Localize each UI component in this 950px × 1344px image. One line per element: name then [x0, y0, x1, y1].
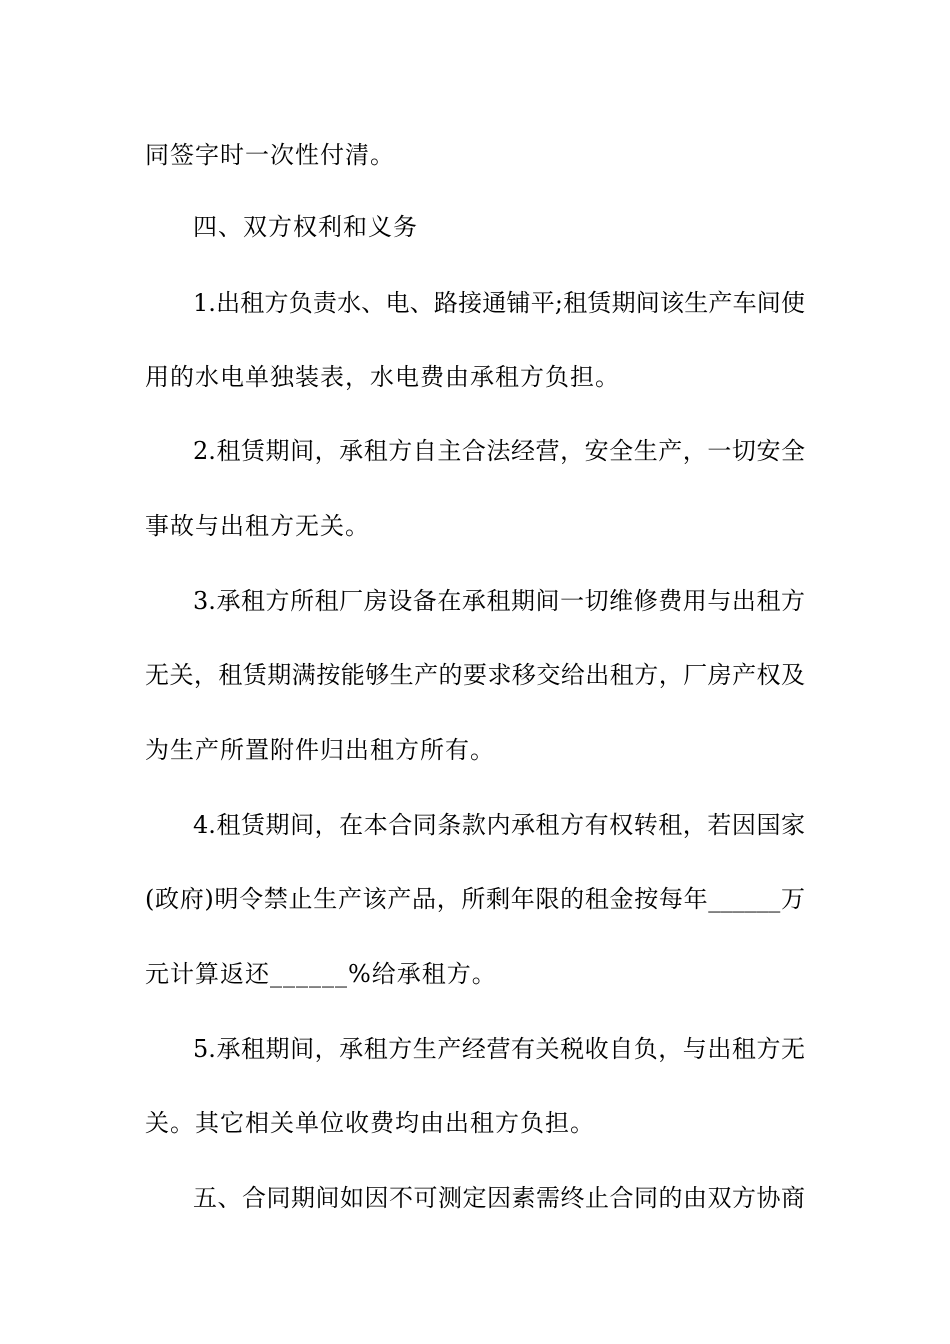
- paragraph-line: 同签字时一次性付清。: [145, 141, 395, 169]
- paragraph-line: 关。其它相关单位收费均由出租方负担。: [145, 1109, 595, 1137]
- section-heading: 五、合同期间如因不可测定因素需终止合同的由双方协商: [193, 1184, 805, 1212]
- paragraph-line: 4.租赁期间，在本合同条款内承租方有权转租，若因国家: [193, 811, 805, 839]
- paragraph-line: (政府)明令禁止生产该产品，所剩年限的租金按每年______万: [145, 885, 805, 913]
- paragraph-line: 元计算返还______%给承租方。: [145, 960, 497, 988]
- section-heading: 四、双方权利和义务: [193, 213, 418, 241]
- paragraph-line: 3.承租方所租厂房设备在承租期间一切维修费用与出租方: [193, 587, 805, 615]
- paragraph-line: 1.出租方负责水、电、路接通铺平;租赁期间该生产车间使: [193, 289, 805, 317]
- paragraph-line: 2.租赁期间，承租方自主合法经营，安全生产，一切安全: [193, 437, 805, 465]
- paragraph-line: 用的水电单独装表，水电费由承租方负担。: [145, 363, 620, 391]
- paragraph-line: 事故与出租方无关。: [145, 512, 370, 540]
- paragraph-line: 无关，租赁期满按能够生产的要求移交给出租方，厂房产权及: [145, 661, 805, 689]
- paragraph-line: 为生产所置附件归出租方所有。: [145, 736, 495, 764]
- paragraph-line: 5.承租期间，承租方生产经营有关税收自负，与出租方无: [193, 1035, 805, 1063]
